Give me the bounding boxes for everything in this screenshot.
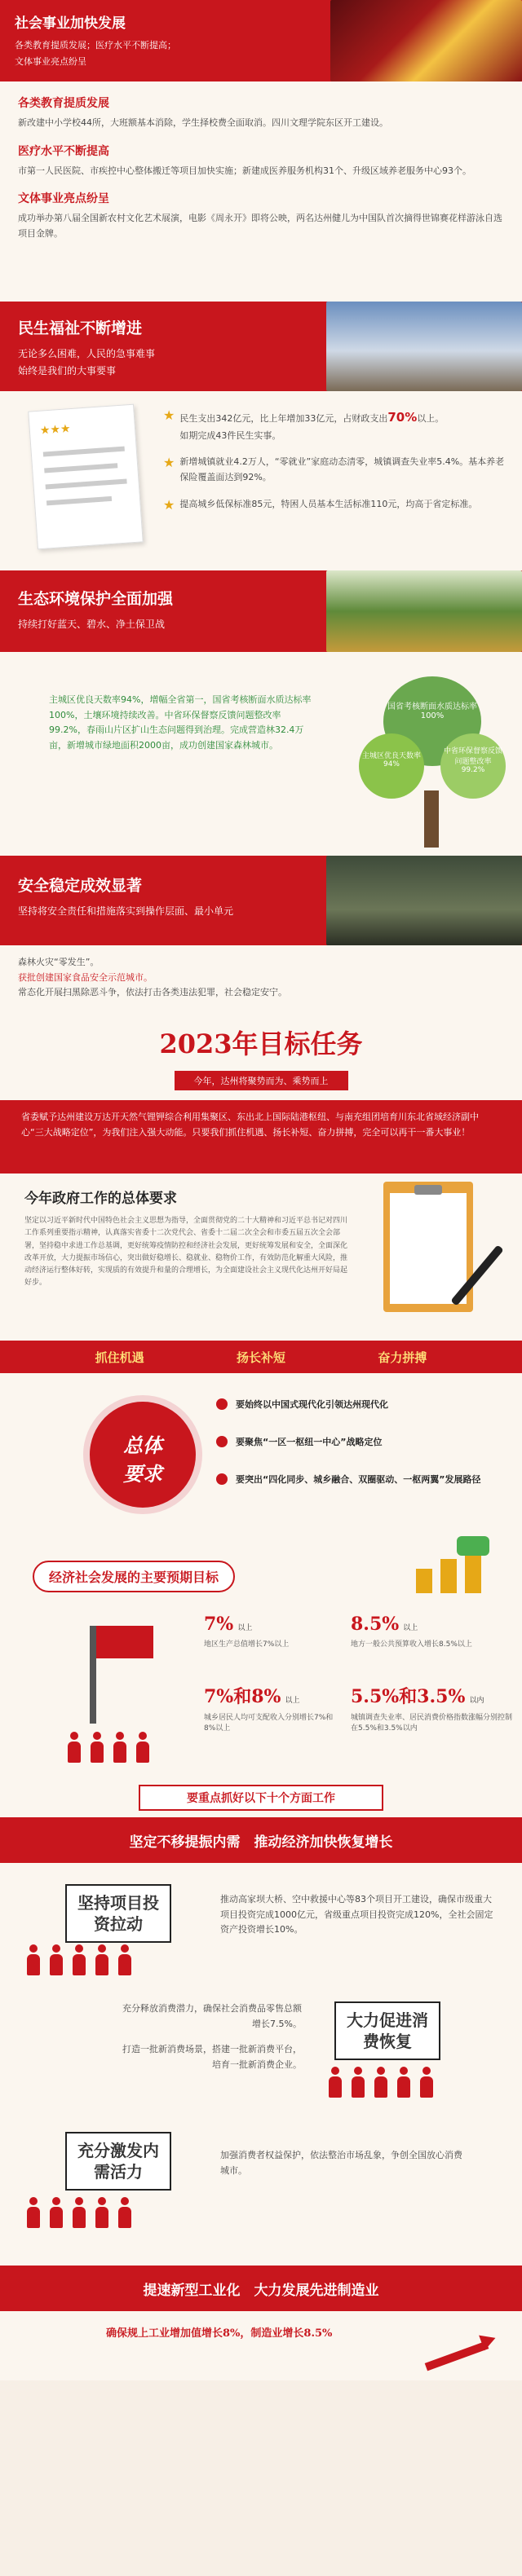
demand-text3: 加强消费者权益保护，依法整治市场乱象，争创全国放心消费城市。	[220, 2150, 462, 2176]
culture-title: 社会事业加快发展	[15, 15, 126, 32]
targets-section	[0, 1536, 522, 1817]
overall-item3: 要突出“四化同步、城乡融合、双圈驱动、一枢两翼”发展路径	[236, 1474, 481, 1485]
slogan-1: 抓住机遇	[95, 1350, 144, 1365]
targets-title: 经济社会发展的主要预期目标	[33, 1561, 235, 1592]
med-title: 医疗水平不断提高	[18, 144, 109, 158]
target1-unit: 以上	[237, 1624, 253, 1632]
edu-med-sport-section	[0, 81, 522, 302]
eco-banner	[0, 570, 522, 652]
eco-title: 生态环境保护全面加强	[18, 590, 174, 608]
slogan-strip	[0, 1341, 522, 1373]
industry-body	[0, 2311, 522, 2380]
growth-illustration	[408, 1536, 514, 1601]
demand-body	[0, 1863, 522, 2266]
safety-l2: 获批创建国家食品安全示范城市。	[18, 971, 153, 983]
slogan-2: 扬长补短	[236, 1350, 285, 1365]
city-photo	[326, 302, 522, 391]
overall-section	[0, 1373, 522, 1536]
industry-text: 确保规上工业增加值增长8%，制造业增长8.5%	[106, 2327, 333, 2340]
eco-text: 主城区优良天数率94%，增幅全省第一，国省考核断面水质达标率100%，土壤环境持续改善。中省环保督察反馈问题整改率99.2%，春雨山片区扩山生态问题得到治理。完成营造林32.4万亩，新增城市绿地面积2000亩，成功创建国家森林城市。	[49, 694, 312, 751]
target1-value: 7%	[204, 1614, 234, 1635]
target4-desc: 城镇调查失业率、居民消费价格指数涨幅分别控制在5.5%和3.5%以内	[351, 1714, 513, 1733]
welfare-title: 民生福祉不断增进	[18, 319, 143, 337]
goal-title: 2023年目标任务	[159, 1028, 363, 1059]
safety-sub: 坚持将安全责任和措施落实到操作层面、最小单元	[18, 905, 234, 917]
target2-value: 8.5%	[351, 1614, 400, 1635]
target3-unit: 以上	[285, 1697, 300, 1705]
culture-sub1: 各类教育提质发展；医疗水平不断提高；	[15, 40, 176, 51]
edu-title: 各类教育提质发展	[18, 97, 109, 110]
demand-text2b: 打造一批新消费场景，搭建一批新消费平台，培育一批新消费企业。	[122, 2044, 302, 2070]
tree-chart	[359, 668, 506, 848]
overall-label2: 要求	[123, 1463, 162, 1486]
culture-section	[0, 0, 522, 81]
tree-value3: 99.2%	[461, 766, 485, 774]
overall-label1: 总体	[123, 1434, 162, 1457]
safety-l1: 森林火灾“零发生”。	[18, 957, 100, 967]
target2-desc: 地方一般公共预算收入增长8.5%以上	[351, 1640, 472, 1649]
bullet-circle-icon	[216, 1398, 228, 1410]
goal-banner	[0, 1100, 522, 1174]
overall-item2: 要聚焦“一区一枢纽一中心”战略定位	[236, 1437, 383, 1447]
demand-banner	[0, 1817, 522, 1863]
demand-title: 坚定不移提振内需 推动经济加快恢复增长	[129, 1834, 393, 1851]
eco-sub: 持续打好蓝天、碧水、净土保卫战	[18, 619, 166, 630]
sport-text: 成功举办第八届全国新农村文化艺术展演，电影《周永开》即将公映，两名达州健儿为中国队首次摘得世锦赛花样游泳自选项目金牌。	[18, 213, 502, 240]
overall-circle	[90, 1402, 196, 1508]
star-bullet-icon: ★	[163, 455, 175, 471]
firefighters-photo	[326, 856, 522, 945]
welfare-sub1: 无论多么困难，人民的急事难事	[18, 348, 156, 359]
welfare-item1-highlight: 70%	[387, 410, 418, 425]
tree-value1: 100%	[420, 711, 445, 720]
demand-text2a: 充分释放消费潜力，确保社会消费品零售总额增长7.5%。	[122, 2003, 302, 2029]
tree-label3: 中省环保督察反馈问题整改率	[443, 747, 502, 766]
safety-l3: 常态化开展扫黑除恶斗争，依法打击各类违法犯罪，社会稳定安宁。	[18, 987, 287, 998]
runners-illustration	[49, 1626, 188, 1789]
slogan-3: 奋力拼搏	[378, 1350, 427, 1365]
box-project-investment: 坚持项目投资拉动	[65, 1884, 171, 1943]
stage-photo	[330, 0, 522, 81]
safety-title: 安全稳定成效显著	[18, 877, 143, 895]
tree-label2: 主城区优良天数率	[361, 752, 421, 760]
industry-title: 提速新型工业化 大力发展先进制造业	[143, 2283, 379, 2299]
welfare-item1c: 如期完成43件民生实事。	[179, 429, 281, 441]
req-text: 坚定以习近平新时代中国特色社会主义思想为指导，全面贯彻党的二十大精神和习近平总书记对四川工作系列重要指示精神，认真落实省委十二次党代会、省委十二届二次全会和市委五届五次全会部署，坚持稳中求进工作总基调，更好统筹疫情防控和经济社会发展，更好统筹发展和安全，全面深化改革开放，大力提振市场信心，突出做好稳增长、稳就业、稳物价工作，有效防范化解重大风险，推动经济运行整体好转，实现质的有效提升和量的合理增长，为全面建设社会主义现代化达州开好局起好步。	[24, 1217, 348, 1288]
safety-banner	[0, 856, 522, 945]
targets-footer: 要重点抓好以下十个方面工作	[139, 1785, 383, 1811]
box-consumption: 大力促进消费恢复	[334, 2001, 440, 2060]
bullet-circle-icon	[216, 1436, 228, 1447]
checklist-illustration	[28, 404, 144, 550]
welfare-body	[0, 391, 522, 570]
goal-header	[0, 1011, 522, 1100]
culture-sub2: 文体事业亮点纷呈	[15, 56, 86, 67]
req-title: 今年政府工作的总体要求	[24, 1191, 177, 1207]
tree-label1: 国省考核断面水质达标率	[387, 702, 477, 711]
arrow-illustration	[424, 2327, 506, 2368]
industry-banner	[0, 2266, 522, 2311]
safety-body	[0, 945, 522, 1011]
star-icons: ★★★	[39, 422, 72, 438]
requirements-section	[0, 1174, 522, 1341]
goal-sub: 今年，达州将聚势而为、乘势而上	[175, 1071, 348, 1090]
welfare-item3: 提高城乡低保标准85元，特困人员基本生活标准110元，均高于省定标准。	[179, 498, 478, 509]
welfare-banner	[0, 302, 522, 391]
target4-unit: 以内	[469, 1697, 484, 1705]
goal-banner-text: 省委赋予达州建设万达开天然气锂钾综合利用集聚区、东出北上国际陆港枢纽、与南充组团培育川东北省域经济副中心“三大战略定位”，为我们注入强大动能。只要我们抓住机遇、扬长补短、奋力拼搏，完全可以再干一番大事业！	[21, 1112, 479, 1138]
star-bullet-icon: ★	[163, 407, 175, 423]
box-demand-vitality: 充分激发内需活力	[65, 2132, 171, 2191]
med-text: 市第一人民医院、市疾控中心整体搬迁等项目加快实施；新建成医养服务机构31个、升级区域养老服务中心93个。	[18, 165, 471, 176]
tree-value2: 94%	[383, 760, 400, 768]
edu-text: 新改建中小学校44所，大班额基本消除，学生择校费全面取消。四川文理学院东区开工建设。	[18, 117, 388, 128]
welfare-item1b: 以上。	[417, 413, 445, 424]
target1-desc: 地区生产总值增长7%以上	[204, 1640, 290, 1649]
welfare-item2: 新增城镇就业4.2万人，“零就业”家庭动态清零，城镇调查失业率5.4%。基本养老保险覆盖面达到92%。	[179, 456, 505, 482]
welfare-sub2: 始终是我们的大事要事	[18, 365, 117, 376]
overall-item1: 要始终以中国式现代化引领达州现代化	[236, 1399, 388, 1410]
demand-text1: 推动高家坝大桥、空中救援中心等83个项目开工建设，确保市级重大项目投资完成1000亿元，省级重点项目投资完成120%，全社会固定资产投资增长10%。	[220, 1894, 493, 1935]
bullet-circle-icon	[216, 1473, 228, 1485]
welfare-item1a: 民生支出342亿元，比上年增加33亿元，占财政支出	[179, 413, 388, 424]
eco-body	[0, 652, 522, 856]
landscape-photo	[326, 570, 522, 652]
star-bullet-icon: ★	[163, 496, 175, 513]
tree-trunk	[424, 790, 439, 848]
target4-value: 5.5%和3.5%	[351, 1686, 466, 1707]
target2-unit: 以上	[403, 1624, 418, 1632]
sport-title: 文体事业亮点纷呈	[18, 192, 109, 206]
target3-desc: 城乡居民人均可支配收入分别增长7%和8%以上	[204, 1714, 334, 1733]
target3-value: 7%和8%	[204, 1686, 281, 1707]
